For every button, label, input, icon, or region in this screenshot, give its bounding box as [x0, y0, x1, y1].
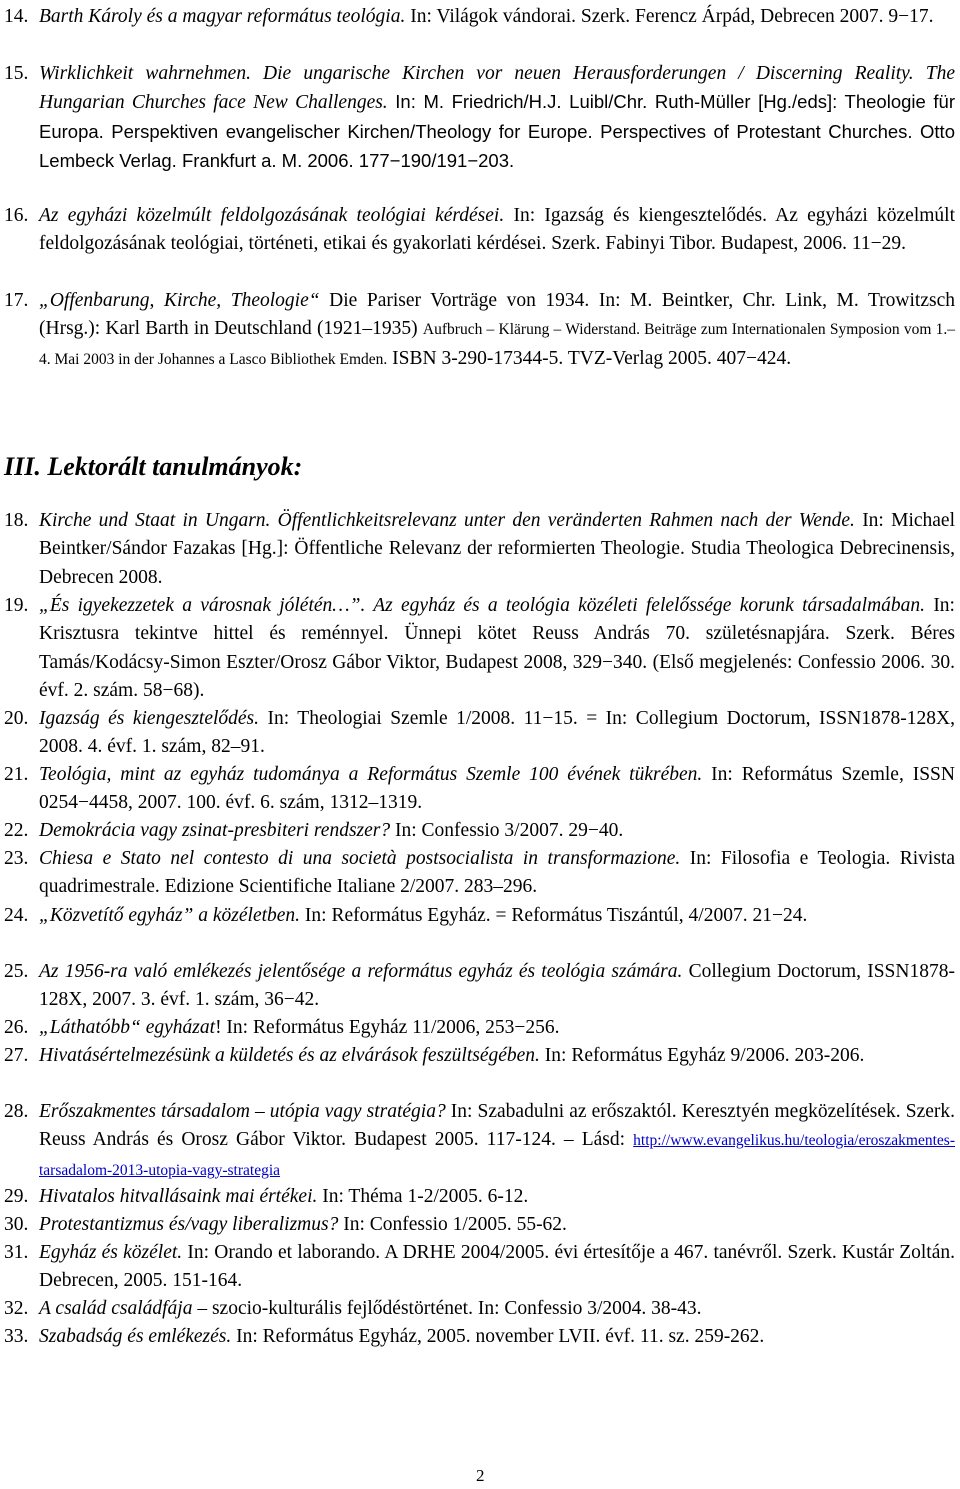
entry-number: 29.: [4, 1186, 29, 1207]
list-item: [4, 1239, 955, 1296]
list-item: [4, 817, 955, 845]
page-number: 2: [476, 1466, 485, 1485]
entry-number: 28.: [4, 1101, 29, 1122]
entry-source: In: Theologiai Szemle 1/2008. 11−15. = In: Collegium Doctorum, ISSN1878-128X, 2008. 4. évf. 1. szám, 82–91.: [39, 708, 955, 758]
entry-number: 24.: [4, 905, 29, 926]
entry-source: Collegium Doctorum, ISSN1878-128X, 2007. 3. évf. 1. szám, 36−42.: [39, 961, 955, 1011]
entry-number: 21.: [4, 764, 29, 785]
list-item: [4, 60, 955, 176]
entry-title: „Közvetítő egyház” a közéletben.: [39, 905, 301, 926]
section-heading: III. Lektorált tanulmányok:: [4, 452, 303, 481]
entry-source-detail: Aufbruch – Klärung – Widerstand. Beiträge zum Internationalen Symposion vom 1.–4. Mai 2003 in der Johannes a Lasco Bibliothek Emden.: [39, 321, 956, 368]
list-item: [4, 507, 955, 592]
list-item: [4, 1211, 955, 1239]
list-item: [4, 1323, 955, 1351]
entry-number: 18.: [4, 510, 29, 531]
entry-source: In: Református Szemle, ISSN 0254−4458, 2007. 100. évf. 6. szám, 1312–1319.: [39, 764, 955, 814]
entry-source: In: Református Egyház 9/2006. 203-206.: [539, 1045, 865, 1066]
entry-number: 26.: [4, 1017, 29, 1038]
entry-number: 17.: [4, 290, 29, 311]
entry-number: 25.: [4, 961, 29, 982]
entry-source: In: Szabadulni az erőszaktól. Keresztyén megközelítések. Szerk. Reuss András és Orosz Gábor Viktor. Budapest 2005. 117-124. – Lásd:: [39, 1101, 956, 1151]
entry-number: 19.: [4, 595, 29, 616]
entry-number: 30.: [4, 1214, 29, 1235]
entry-source-isbn: ISBN 3-290-17344-5. TVZ-Verlag 2005. 407−424.: [387, 347, 792, 369]
entry-source: In: Michael Beintker/Sándor Fazakas [Hg.]: Öffentliche Relevanz der reformierten Theologie. Studia Theologica Debrecinensis, Debrecen 2008.: [39, 510, 955, 588]
entry-title: Szabadság és emlékezés.: [39, 1326, 232, 1347]
list-item: [4, 902, 955, 930]
entry-title: Wirklichkeit wahrnehmen. Die ungarische Kirchen vor neuen Herausforderungen / Discerning Reality. The Hungarian Churches face New Challenges.: [39, 63, 955, 114]
entry-source: In: Confessio 1/2005. 55-62.: [338, 1214, 567, 1235]
entry-title: Az egyházi közelmúlt feldolgozásának teológiai kérdései.: [39, 205, 505, 226]
entry-number: 31.: [4, 1242, 29, 1263]
entry-title: Barth Károly és a magyar református teológia.: [39, 6, 406, 27]
entry-number: 33.: [4, 1326, 29, 1347]
list-item: [4, 3, 955, 31]
entry-source: ! In: Református Egyház 11/2006, 253−256.: [215, 1017, 560, 1038]
list-item: [4, 1295, 955, 1323]
entry-title: „Láthatóbb“ egyházat: [39, 1017, 216, 1038]
entry-source: – szocio-kulturális fejlődéstörténet. In: Confessio 3/2004. 38-43.: [192, 1298, 702, 1319]
entry-source: In: Krisztusra tekintve hittel és reménnyel. Ünnepi kötet Reuss András 70. születésnapjára. Szerk. Béres Tamás/Kodácsy-Simon Eszter/Orosz Gábor Viktor, Budapest 2008, 329−340. (Első megjelenés: Confessio 2006. 30. évf. 2. szám. 58−68).: [39, 595, 955, 701]
list-item: [4, 202, 955, 259]
entry-source: In: Filosofia e Teologia. Rivista quadrimestrale. Edizione Scientifiche Italiane 2/2007. 283–296.: [39, 848, 956, 898]
entry-title: Igazság és kiengesztelődés.: [39, 708, 260, 729]
entry-number: 27.: [4, 1045, 29, 1066]
entry-title: „Offenbarung, Kirche, Theologie“: [39, 290, 320, 311]
list-item: [4, 845, 955, 902]
entry-number: 16.: [4, 205, 29, 226]
list-item: [4, 1042, 955, 1070]
entry-number: 20.: [4, 708, 29, 729]
entry-title: Hivatalos hitvallásaink mai értékei.: [39, 1186, 318, 1207]
entry-source: In: Református Egyház, 2005. november LVII. évf. 11. sz. 259-262.: [231, 1326, 765, 1347]
list-item: [4, 1014, 955, 1042]
entry-title: Teológia, mint az egyház tudománya a Református Szemle 100 évének tükrében.: [39, 764, 703, 785]
entry-source: Die Pariser Vorträge von 1934. In: M. Beintker, Chr. Link, M. Trowitzsch (Hrsg.): Karl Barth in Deutschland (1921–1935): [39, 290, 955, 340]
entry-number: 15.: [4, 63, 29, 84]
entry-title: Demokrácia vagy zsinat-presbiteri rendszer?: [39, 820, 391, 841]
entry-number: 22.: [4, 820, 29, 841]
entry-title: Egyház és közélet.: [39, 1242, 183, 1263]
entry-source: In: Orando et laborando. A DRHE 2004/2005. évi értesítője a 467. tanévről. Szerk. Kustár Zoltán. Debrecen, 2005. 151-164.: [39, 1242, 955, 1292]
entry-title: Protestantizmus és/vagy liberalizmus?: [39, 1214, 339, 1235]
list-item: [4, 705, 955, 762]
entry-source: In: M. Friedrich/H.J. Luibl/Chr. Ruth-Müller [Hg./eds]: Theologie für Europa. Perspektiven evangelischer Kirchen/Theology for Europe. Perspectives of Protestant Churches. Otto Lembeck Verlag. Frankfurt a. M. 2006. 177−190/191−203.: [39, 91, 955, 171]
entry-title: Chiesa e Stato nel contesto di una società postsocialista in transformazione.: [39, 848, 681, 869]
list-item: [4, 1183, 955, 1211]
entry-title: A család családfája: [39, 1298, 193, 1319]
entry-title: „És igyekezzetek a városnak jólétén…”. Az egyház és a teológia közéleti felelőssége korunk társadalmában.: [39, 595, 926, 616]
entry-source: In: Református Egyház. = Református Tiszántúl, 4/2007. 21−24.: [300, 905, 808, 926]
list-item: [4, 761, 955, 818]
entry-source: In: Théma 1-2/2005. 6-12.: [317, 1186, 529, 1207]
entry-number: 32.: [4, 1298, 29, 1319]
entry-number: 14.: [4, 6, 29, 27]
entry-title: Az 1956-ra való emlékezés jelentősége a református egyház és teológia számára.: [39, 961, 683, 982]
list-item: [4, 287, 955, 374]
entry-title: Hivatásértelmezésünk a küldetés és az elvárások feszültségében.: [39, 1045, 540, 1066]
entry-source: In: Igazság és kiengesztelődés. Az egyházi közelmúlt feldolgozásának teológiai, történeti, etikai és gyakorlati kérdései. Szerk. Fabinyi Tibor. Budapest, 2006. 11−29.: [39, 205, 955, 255]
reference-link[interactable]: http://www.evangelikus.hu/teologia/eroszakmentes-tarsadalom-2013-utopia-vagy-strategia: [39, 1132, 955, 1179]
list-item: [4, 1098, 955, 1185]
entry-title: Erőszakmentes társadalom – utópia vagy stratégia?: [39, 1101, 446, 1122]
entry-number: 23.: [4, 848, 29, 869]
list-item: [4, 958, 955, 1015]
entry-source: In: Confessio 3/2007. 29−40.: [390, 820, 624, 841]
entry-title: Kirche und Staat in Ungarn. Öffentlichkeitsrelevanz unter den veränderten Rahmen nach der Wende.: [39, 510, 855, 531]
list-item: [4, 592, 955, 705]
entry-source: In: Világok vándorai. Szerk. Ferencz Árpád, Debrecen 2007. 9−17.: [405, 6, 934, 27]
